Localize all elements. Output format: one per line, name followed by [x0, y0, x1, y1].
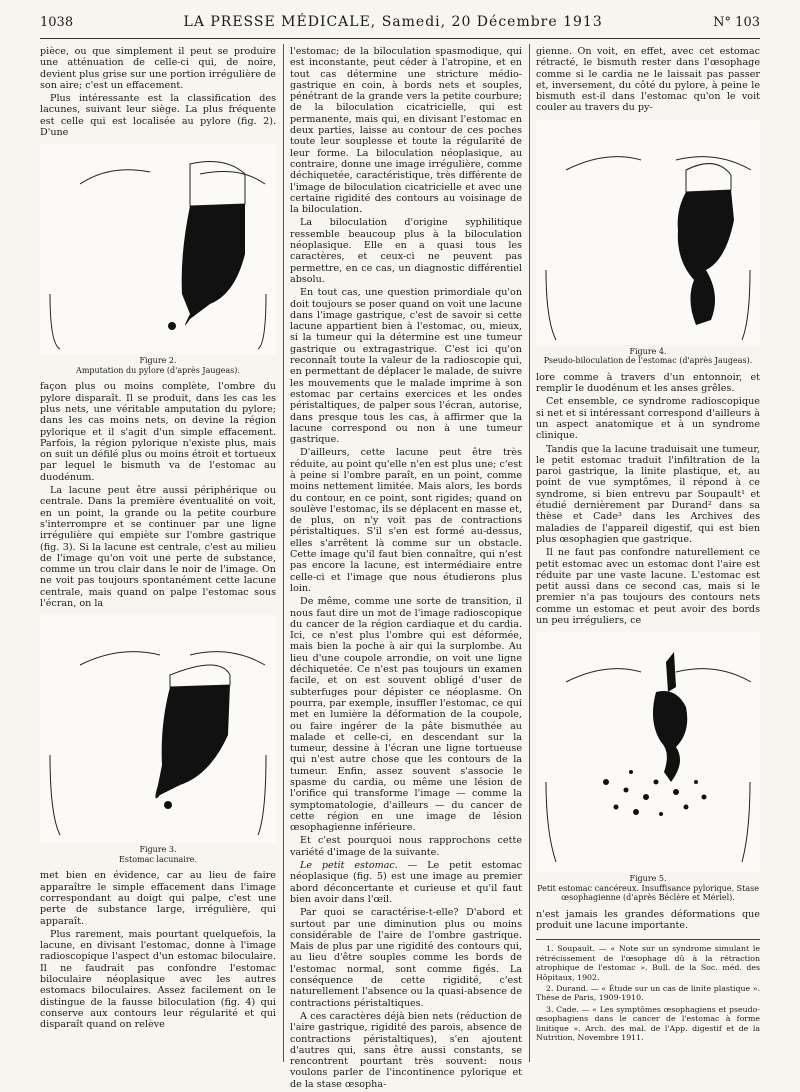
- figure-3-label: Figure 3.: [139, 845, 177, 855]
- column-3: [536, 46, 760, 1044]
- footnotes: [536, 939, 760, 1042]
- figure-5: [536, 632, 760, 903]
- paragraph: gienne. On voit, en effet, avec cet estomac rétracté, le bismuth rester dans l'œsophage comme si le cardia ne le laissait pas passer et, inversement, du côté du pylore, à peine le bismuth est-il dans l'estomac qu'on le voit couler au travers du py-: [536, 46, 760, 114]
- paragraph: lore comme à travers d'un entonnoir, et remplir le duodénum et les anses grêles.: [536, 371, 760, 395]
- paragraph: n'est jamais les grandes déformations que produit une lacune importante.: [536, 908, 760, 932]
- paragraph: En tout cas, une question primordiale qu'on doit toujours se poser quand on voit une lacune dans l'image gastrique, c'est de savoir si cette lacune appartient bien à l'estomac, ou, mieux, si la tumeur qui la détermine est une tumeur gastrique ou extragastrique. C'est ici qu'on reconnaît toute la valeur de la radioscopie qui, en permettant de déplacer le malade, de suivre les mouvements que le malade imprime à son estomac par certains exercices et les ondes péristaltiques, de palper sous l'écran, autorise, dans presque tous les cas, à affirmer que la lacune correspond ou non à une tumeur gastrique.: [290, 287, 522, 446]
- figure-4-caption: Pseudo-biloculation de l'estomac (d'après Jaugeas).: [543, 356, 753, 366]
- figure-3-caption: Estomac lacunaire.: [119, 854, 197, 864]
- figure-4-label: Figure 4.: [629, 346, 667, 356]
- paragraph: A ces caractères déjà bien nets (réduction de l'aire gastrique, rigidité des parois, absence de contractions péristaltiques), s'en ajoutent d'autres qui, sans être aussi constants, se rencontrent pourtant très souvent: nous voulons parler de l'incontinence pylorique et de la stase œsopha-: [290, 1010, 522, 1090]
- paragraph: La lacune peut être aussi périphérique ou centrale. Dans la première éventualité on voit, en un point, la grande ou la petite courbure s'interrompre et se continuer par une ligne irrégulière qui empiète sur l'ombre gastrique (fig. 3). Si la lacune est centrale, c'est au milieu de l'image qu'on voit une perte de substance, comme un trou clair dans le noir de l'image. On ne voit pas toujours spontanément cette lacune centrale, mais quand on palpe l'estomac sous l'écran, on la: [40, 485, 276, 610]
- paragraph: Le petit estomac. — Le petit estomac néoplasique (fig. 5) est une image au premier abord déconcertante et curieuse et qu'il faut bien avoir dans l'œil.: [290, 860, 522, 905]
- paragraph: Et c'est pourquoi nous rapprochons cette variété d'image de la suivante.: [290, 835, 522, 858]
- issue-number: N° 103: [713, 15, 760, 30]
- paragraph: Par quoi se caractérise-t-elle? D'abord et surtout par une diminution plus ou moins considérable de l'aire de l'ombre gastrique. Mais de plus par une rigidité des contours qui, au lieu d'être souples comme les bords de l'estomac normal, sont comme figés. La conséquence de cette rigidité, c'est naturellement l'absence ou la quasi-absence de contractions péristaltiques.: [290, 907, 522, 1009]
- paragraph: Tandis que la lacune traduisait une tumeur, le petit estomac traduit l'infiltration de la paroi gastrique, la linite plastique, et, au point de vue symptômes, il répond à ce syndrome, si bien entrevu par Soupault¹ et étudié dernièrement par Durand² dans sa thèse et Cade³ dans les Archives des maladies de l'appareil digestif, qui est bien plus œsophagien que gastrique.: [536, 443, 760, 545]
- journal-title: LA PRESSE MÉDICALE, Samedi, 20 Décembre 1913: [183, 14, 603, 30]
- paragraph: De même, comme une sorte de transition, il nous faut dire un mot de l'image radioscopique du cancer de la région cardiaque et du cardia. Ici, ce n'est plus l'ombre qui est déformée, mais bien la poche à air qui la surplombe. Au lieu d'une coupole arrondie, on voit une ligne déchiquetée. Ce n'est pas toujours un examen facile, et on est souvent obligé d'user de subterfuges pour dépister ce néoplasme. On pourra, par exemple, insuffler l'estomac, ce qui met en lumière la déformation de la coupole, ou faire ingérer de la pâte bismuthée au malade et celle-ci, en descendant sur la tumeur, dessine à l'écran une ligne tortueuse qui n'est autre chose que les contours de la tumeur. Enfin, assez souvent s'associe le spasme du cardia, ou même une lésion de l'orifice qui transforme l'image — comme la symptomatologie, d'ailleurs — du cancer de cette région en une image de lésion œsophagienne inférieure.: [290, 596, 522, 834]
- figure-3: [40, 615, 276, 864]
- page-number: 1038: [40, 15, 74, 30]
- column-2: [290, 46, 522, 1092]
- paragraph: l'estomac; de la biloculation spasmodique, qui est inconstante, peut céder à l'atropine, et en tout cas détermine une stricture médio-gastrique en coin, à bords nets et souples, pénétrant de la grande vers la petite courbure; de la biloculation cicatricielle, qui est permanente, mais qui, en divisant l'estomac en deux parties, laisse au contour de ces poches toute leur souplesse et toute la régularité de leur forme. La biloculation néoplasique, au contraire, donne une image irrégulière, comme déchiquetée, caractéristique, très différente de l'image de biloculation cicatricielle et avec une certaine rigidité des contours au voisinage de la biloculation.: [290, 46, 522, 216]
- figure-4: [536, 120, 760, 366]
- paragraph: met bien en évidence, car au lieu de faire apparaître le simple effacement dans l'image correspondant au doigt qui palpe, c'est une perte de substance large, irrégulière, qui apparaît.: [40, 870, 276, 927]
- header-rule: [40, 38, 760, 39]
- paragraph: La biloculation d'origine syphilitique ressemble beaucoup plus à la biloculation néoplasique. Elle en a quasi tous les caractères, et ceux-ci ne peuvent pas permettre, en ce cas, un diagnostic différentiel absolu.: [290, 217, 522, 285]
- figure-3-radiograph: [40, 615, 276, 843]
- figure-2: [40, 144, 276, 375]
- footnote: 3. Cade. — « Les symptômes œsophagiens et pseudo-œsophagiens dans le cancer de l'estomac à forme linitique ». Arch. des mal. de l'App. digestif et de la Nutrition, Novembre 1911.: [536, 1004, 760, 1043]
- paragraph: Plus rarement, mais pourtant quelquefois, la lacune, en divisant l'estomac, donne à l'image radioscopique l'aspect d'un estomac biloculaire. Il ne faudrait pas confondre l'estomac biloculaire néoplasique avec les autres estomacs biloculaires. Assez facilement on le distingue de la fausse biloculation (fig. 4) qui conserve aux contours leur régularité et qui disparaît quand on relève: [40, 928, 276, 1031]
- paragraph: D'ailleurs, cette lacune peut être très réduite, au point qu'elle n'en est plus une; c'est à peine si l'ombre paraît, en un point, comme moins nettement limitée. Mais alors, les bords du contour, en ce point, sont rigides; quand on soulève l'estomac, ils se déplacent en masse et, de plus, on n'y voit pas de contractions péristaltiques. S'il s'en est formé au-dessus, elles s'arrêtent là comme sur un obstacle. Cette image qu'il faut bien connaître, qui n'est pas encore la lacune, est intermédiaire entre celle-ci et l'image que nous étudierons plus loin.: [290, 447, 522, 594]
- paragraph: Plus intéressante est la classification des lacunes, suivant leur siège. La plus fréquente est celle qui est localisée au pylore (fig. 2). D'une: [40, 93, 276, 139]
- figure-4-radiograph: [536, 120, 760, 345]
- paragraph: Il ne faut pas confondre naturellement ce petit estomac avec un estomac dont l'aire est réduite par une vaste lacune. L'estomac est petit aussi dans ce second cas, mais si le premier n'a pas toujours des contours nets comme un estomac et peut avoir des bords un peu irréguliers, ce: [536, 547, 760, 627]
- page-header: [40, 14, 760, 36]
- paragraph: façon plus ou moins complète, l'ombre du pylore disparaît. Il se produit, dans les cas les plus nets, une véritable amputation du pylore; dans les cas moins nets, on devine la région pylorique et il s'agit d'un simple effacement. Parfois, la région pylorique n'existe plus, mais on suit un défilé plus ou moins étroit et tortueux par lequel le bismuth va de l'estomac au duodénum.: [40, 381, 276, 483]
- figure-2-label: Figure 2.: [139, 356, 177, 366]
- paragraph: pièce, ou que simplement il peut se produire une atténuation de celle-ci qui, de noire, devient plus grise sur une portion irrégulière de son aire; c'est un effacement.: [40, 46, 276, 91]
- column-divider-2: [529, 44, 530, 1062]
- figure-5-radiograph: [536, 632, 760, 872]
- figure-2-radiograph: [40, 144, 276, 354]
- column-divider-1: [283, 44, 284, 1062]
- column-1: [40, 46, 276, 1032]
- figure-2-caption: Amputation du pylore (d'après Jaugeas).: [76, 365, 240, 375]
- figure-5-caption: Petit estomac cancéreux. Insuffisance pylorique. Stase œsophagienne (d'après Béclère et Mériel).: [537, 883, 759, 903]
- footnote: 2. Durand. — « Étude sur un cas de linite plastique ». Thèse de Paris, 1909-1910.: [536, 984, 760, 1003]
- section-heading: Le petit estomac.: [300, 860, 398, 872]
- footnote: 1. Soupault. — « Note sur un syndrome simulant le rétrécissement de l'œsophage dû à la rétraction atrophique de l'estomac ». Bull. de la Soc. méd. des Hôpitaux, 1902.: [536, 944, 760, 982]
- figure-5-label: Figure 5.: [629, 874, 667, 884]
- paragraph: Cet ensemble, ce syndrome radioscopique si net et si intéressant correspond d'ailleurs à un aspect anatomique et à un syndrome clinique.: [536, 396, 760, 442]
